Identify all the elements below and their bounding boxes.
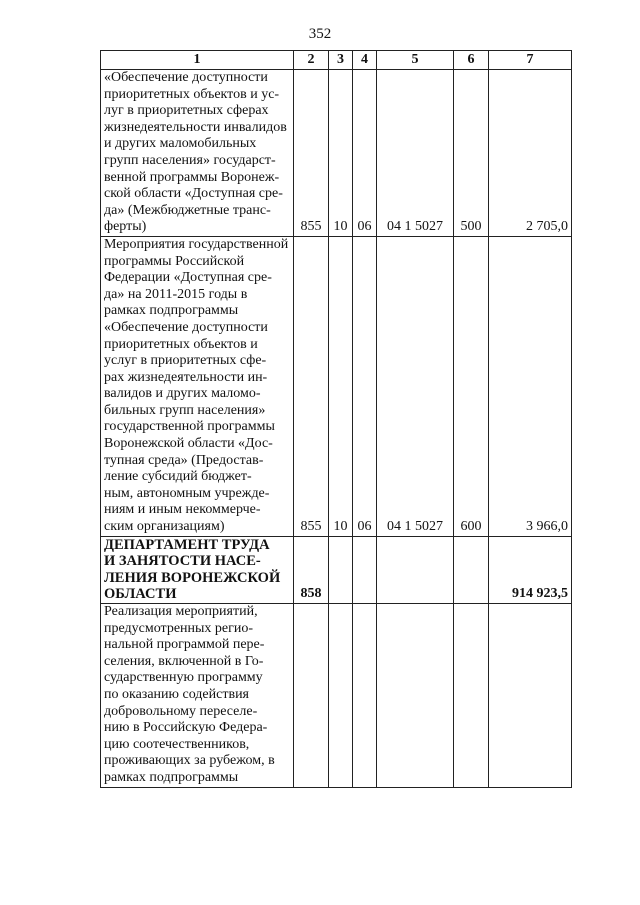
description-line: программы Российской (104, 253, 245, 269)
grbs-code (294, 604, 329, 788)
description-line: сударственную программу (104, 670, 263, 686)
description-line: Федерации «Доступная сре- (104, 270, 272, 286)
subsection-code (353, 536, 377, 603)
subsection-code: 06 (353, 236, 377, 536)
expense-type-code: 500 (454, 70, 489, 237)
description-line: тупная среда» (Предостав- (104, 452, 264, 468)
description-line: «Обеспечение доступности (104, 70, 268, 85)
budget-table (100, 50, 572, 788)
description-line: приоритетных объектов и ус- (104, 86, 280, 102)
table-header (101, 51, 572, 70)
description-line: селения, включенной в Го- (104, 653, 264, 669)
column-header-6: 6 (454, 51, 489, 70)
section-code: 10 (329, 236, 353, 536)
description-line: Воронежской области «Дос- (104, 436, 273, 452)
expense-type-code (454, 536, 489, 603)
target-article-code (377, 604, 454, 788)
description-line: жизнедеятельности инвалидов (104, 119, 287, 135)
column-header-5: 5 (377, 51, 454, 70)
description-line: рах жизнедеятельности ин- (104, 369, 268, 385)
column-header-4: 4 (353, 51, 377, 70)
description-line: да» на 2011-2015 годы в (104, 286, 248, 302)
description-line: предусмотренных регио- (104, 620, 254, 636)
table-row (101, 236, 572, 536)
description-line: венной программы Воронеж- (104, 169, 280, 185)
column-header-2: 2 (294, 51, 329, 70)
row-description (101, 604, 294, 788)
description-line: по оказанию содействия (104, 686, 249, 702)
target-article-code: 04 1 5027 (377, 236, 454, 536)
column-header-3: 3 (329, 51, 353, 70)
amount (489, 604, 572, 788)
row-description (101, 70, 294, 237)
page-number: 352 (308, 26, 332, 42)
amount: 914 923,5 (489, 536, 572, 603)
grbs-code: 855 (294, 70, 329, 237)
section-code (329, 604, 353, 788)
description-line: рамках подпрограммы (104, 303, 239, 319)
table-row (101, 604, 572, 788)
description-line: нальной программой пере- (104, 637, 265, 653)
expense-type-code (454, 604, 489, 788)
expense-type-code: 600 (454, 236, 489, 536)
description-line: ным, автономным учрежде- (104, 485, 270, 501)
description-line: ЛЕНИЯ ВОРОНЕЖСКОЙ (104, 569, 281, 586)
grbs-code: 858 (294, 536, 329, 603)
column-header-7: 7 (489, 51, 572, 70)
description-line: ским организациям) (104, 519, 225, 535)
description-line: ферты) (104, 219, 147, 235)
description-line: валидов и других маломо- (104, 386, 261, 402)
description-line: «Обеспечение доступности (104, 319, 268, 335)
header-row (101, 51, 572, 70)
description-line: И ЗАНЯТОСТИ НАСЕ- (104, 553, 261, 570)
description-line: луг в приоритетных сферах (104, 103, 269, 119)
description-line: добровольному переселе- (104, 703, 258, 719)
description-line: рамках подпрограммы (104, 769, 239, 785)
department-name (101, 536, 294, 603)
subsection-code: 06 (353, 70, 377, 237)
description-line: ОБЛАСТИ (104, 586, 177, 603)
description-line: бильных групп населения» (104, 402, 266, 418)
section-code (329, 536, 353, 603)
description-line: и других маломобильных (104, 136, 257, 152)
description-line: ской области «Доступная сре- (104, 186, 283, 202)
description-line: Реализация мероприятий, (104, 604, 258, 619)
description-line: цию соотечественников, (104, 736, 250, 752)
description-line: да» (Межбюджетные транс- (104, 202, 271, 218)
target-article-code: 04 1 5027 (377, 70, 454, 237)
description-line: ление субсидий бюджет- (104, 469, 252, 485)
target-article-code (377, 536, 454, 603)
amount: 3 966,0 (489, 236, 572, 536)
description-line: нию в Российскую Федера- (104, 720, 268, 736)
description-line: ДЕПАРТАМЕНТ ТРУДА (104, 536, 270, 553)
row-description (101, 236, 294, 536)
description-line: услуг в приоритетных сфе- (104, 353, 267, 369)
description-line: проживающих за рубежом, в (104, 753, 275, 769)
department-row (101, 536, 572, 603)
subsection-code (353, 604, 377, 788)
amount: 2 705,0 (489, 70, 572, 237)
description-line: государственной программы (104, 419, 275, 435)
description-line: ниям и иным некоммерче- (104, 502, 261, 518)
description-line: групп населения» государст- (104, 152, 276, 168)
section-code: 10 (329, 70, 353, 237)
column-header-1: 1 (101, 51, 294, 70)
grbs-code: 855 (294, 236, 329, 536)
description-line: Мероприятия государственной (104, 236, 289, 252)
description-line: приоритетных объектов и (104, 336, 258, 352)
table-row (101, 70, 572, 237)
